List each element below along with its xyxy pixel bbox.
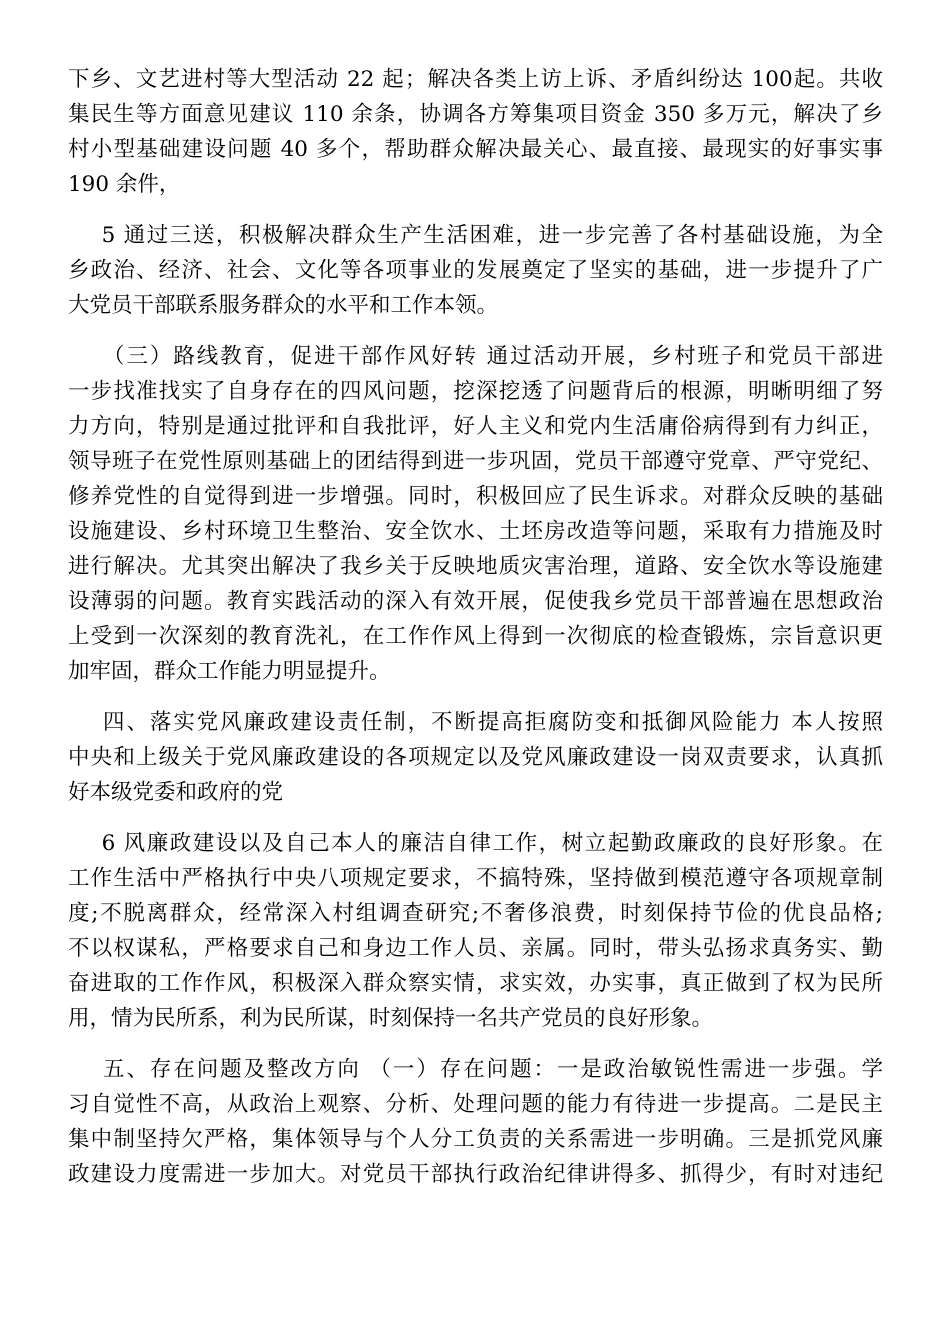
text-line: 四、落实党风廉政建设责任制，不断提高拒腐防变和抵御风险能力 本人按照 <box>68 710 883 735</box>
text-line: 一步找准找实了自身存在的四风问题，挖深挖透了问题背后的根源，明晰明细了努 <box>68 379 883 404</box>
text-line: 习自觉性不高，从政治上观察、分析、处理问题的能力有待进一步提高。二是民主 <box>68 1092 883 1117</box>
text-line: 好本级党委和政府的党 <box>68 780 284 805</box>
text-line: 五、存在问题及整改方向 （一）存在问题：一是政治敏锐性需进一步强。学 <box>68 1057 883 1082</box>
text-line: 集中制坚持欠严格，集体领导与个人分工负责的关系需进一步明确。三是抓党风廉 <box>68 1127 883 1152</box>
text-line: 进行解决。尤其突出解决了我乡关于反映地质灾害治理，道路、安全饮水等设施建 <box>68 554 883 579</box>
text-line: 6 风廉政建设以及自己本人的廉洁自律工作，树立起勤政廉政的良好形象。在 <box>68 831 883 856</box>
document-page <box>68 62 883 1192</box>
paragraph-1 <box>68 62 883 202</box>
text-line: 加牢固，群众工作能力明显提升。 <box>68 659 391 684</box>
paragraph-2 <box>68 218 883 323</box>
text-line: 乡政治、经济、社会、文化等各项事业的发展奠定了坚实的基础，进一步提升了广 <box>68 258 883 283</box>
text-line: （三）路线教育，促进干部作风好转 通过活动开展，乡村班子和党员干部进 <box>68 344 883 369</box>
text-line: 190 余件， <box>68 172 181 197</box>
text-line: 中央和上级关于党风廉政建设的各项规定以及党风廉政建设一岗双责要求，认真抓 <box>68 745 883 770</box>
text-line: 设施建设、乡村环境卫生整治、安全饮水、土坯房改造等问题，采取有力措施及时 <box>68 519 883 544</box>
text-line: 修养党性的自觉得到进一步增强。同时，积极回应了民生诉求。对群众反映的基础 <box>68 484 883 509</box>
text-line: 不以权谋私，严格要求自己和身边工作人员、亲属。同时，带头弘扬求真务实、勤 <box>68 936 883 961</box>
text-line: 领导班子在党性原则基础上的团结得到进一步巩固，党员干部遵守党章、严守党纪、 <box>68 449 883 474</box>
text-line: 大党员干部联系服务群众的水平和工作本领。 <box>68 293 499 318</box>
text-line: 上受到一次深刻的教育洗礼，在工作作风上得到一次彻底的检查锻炼，宗旨意识更 <box>68 624 883 649</box>
text-line: 村小型基础建设问题 40 多个，帮助群众解决最关心、最直接、最现实的好事实事 <box>68 137 883 162</box>
paragraph-3 <box>68 339 883 689</box>
text-line: 用，情为民所系，利为民所谋，时刻保持一名共产党员的良好形象。 <box>68 1006 714 1031</box>
text-line: 集民生等方面意见建议 110 余条，协调各方筹集项目资金 350 多万元，解决了乡 <box>68 102 883 127</box>
text-line: 5 通过三送，积极解决群众生产生活困难，进一步完善了各村基础设施，为全 <box>68 223 883 248</box>
paragraph-5 <box>68 826 883 1036</box>
text-line: 奋进取的工作作风，积极深入群众察实情，求实效，办实事，真正做到了权为民所 <box>68 971 883 996</box>
paragraph-6 <box>68 1052 883 1192</box>
text-line: 下乡、文艺进村等大型活动 22 起；解决各类上访上诉、矛盾纠纷达 100起。共收 <box>68 67 883 92</box>
text-line: 工作生活中严格执行中央八项规定要求，不搞特殊，坚持做到模范遵守各项规章制 <box>68 866 883 891</box>
text-line: 度;不脱离群众，经常深入村组调查研究;不奢侈浪费，时刻保持节俭的优良品格; <box>68 901 883 926</box>
text-line: 政建设力度需进一步加大。对党员干部执行政治纪律讲得多、抓得少，有时对违纪 <box>68 1162 883 1187</box>
text-line: 设薄弱的问题。教育实践活动的深入有效开展，促使我乡党员干部普遍在思想政治 <box>68 589 883 614</box>
paragraph-4 <box>68 705 883 810</box>
text-line: 力方向，特别是通过批评和自我批评，好人主义和党内生活庸俗病得到有力纠正， <box>68 414 883 439</box>
